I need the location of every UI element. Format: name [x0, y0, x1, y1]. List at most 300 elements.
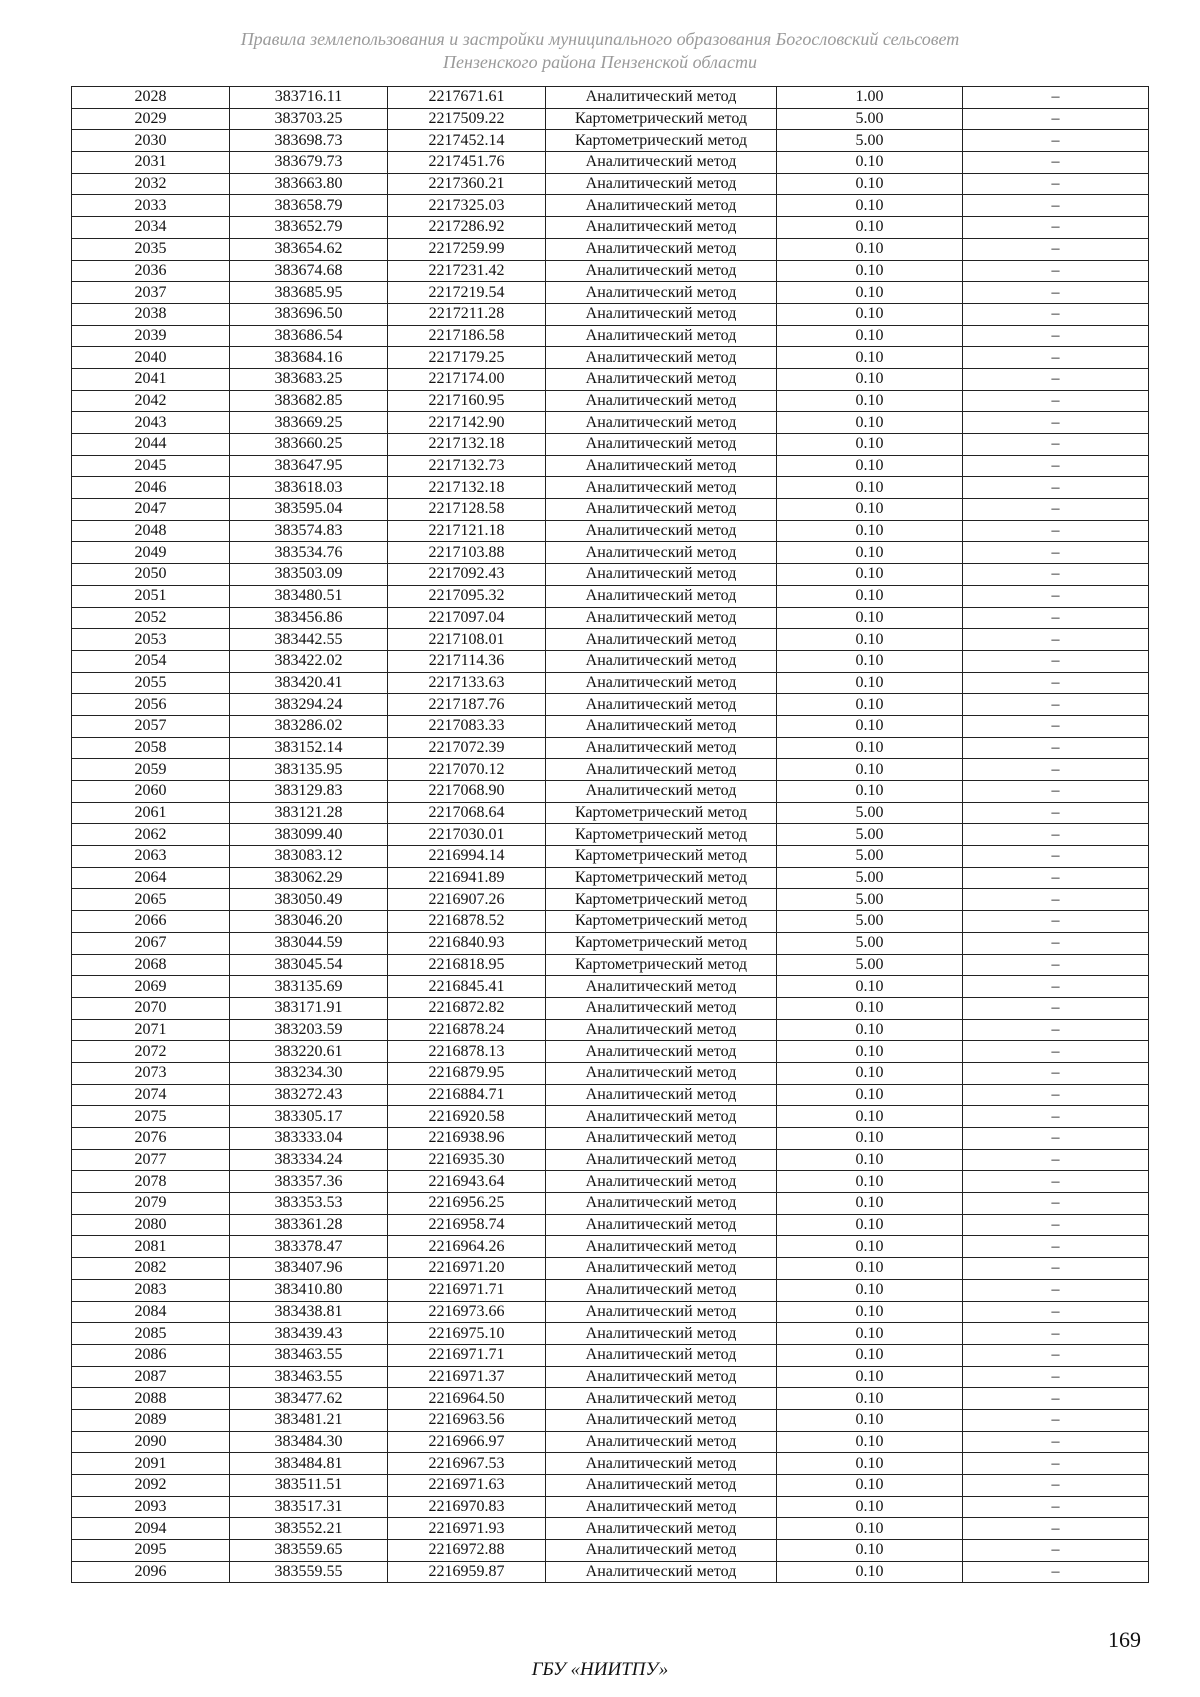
accuracy-cell: 5.00	[777, 108, 963, 130]
note-cell: –	[963, 759, 1149, 781]
accuracy-cell: 0.10	[777, 390, 963, 412]
y-coordinate-cell: 2216938.96	[388, 1128, 546, 1150]
x-coordinate-cell: 383135.95	[230, 759, 388, 781]
y-coordinate-cell: 2216920.58	[388, 1106, 546, 1128]
accuracy-cell: 5.00	[777, 867, 963, 889]
method-cell: Аналитический метод	[546, 629, 777, 651]
point-number-cell: 2033	[72, 195, 230, 217]
point-number-cell: 2056	[72, 694, 230, 716]
method-cell: Картометрический метод	[546, 108, 777, 130]
accuracy-cell: 5.00	[777, 824, 963, 846]
note-cell: –	[963, 195, 1149, 217]
y-coordinate-cell: 2216878.24	[388, 1019, 546, 1041]
y-coordinate-cell: 2216971.71	[388, 1344, 546, 1366]
table-row	[72, 520, 1149, 542]
point-number-cell: 2051	[72, 585, 230, 607]
x-coordinate-cell: 383663.80	[230, 173, 388, 195]
accuracy-cell: 0.10	[777, 455, 963, 477]
table-row	[72, 1019, 1149, 1041]
method-cell: Аналитический метод	[546, 585, 777, 607]
table-row	[72, 1366, 1149, 1388]
note-cell: –	[963, 781, 1149, 803]
note-cell: –	[963, 282, 1149, 304]
note-cell: –	[963, 260, 1149, 282]
x-coordinate-cell: 383683.25	[230, 368, 388, 390]
y-coordinate-cell: 2216907.26	[388, 889, 546, 911]
table-row	[72, 976, 1149, 998]
method-cell: Картометрический метод	[546, 954, 777, 976]
method-cell: Аналитический метод	[546, 1214, 777, 1236]
y-coordinate-cell: 2217072.39	[388, 737, 546, 759]
x-coordinate-cell: 383305.17	[230, 1106, 388, 1128]
x-coordinate-cell: 383684.16	[230, 347, 388, 369]
note-cell: –	[963, 932, 1149, 954]
note-cell: –	[963, 607, 1149, 629]
point-number-cell: 2063	[72, 846, 230, 868]
note-cell: –	[963, 1214, 1149, 1236]
y-coordinate-cell: 2216975.10	[388, 1323, 546, 1345]
method-cell: Аналитический метод	[546, 781, 777, 803]
method-cell: Аналитический метод	[546, 1041, 777, 1063]
point-number-cell: 2045	[72, 455, 230, 477]
accuracy-cell: 0.10	[777, 499, 963, 521]
point-number-cell: 2094	[72, 1518, 230, 1540]
table-row	[72, 889, 1149, 911]
point-number-cell: 2074	[72, 1084, 230, 1106]
y-coordinate-cell: 2216941.89	[388, 867, 546, 889]
table-row	[72, 368, 1149, 390]
point-number-cell: 2088	[72, 1388, 230, 1410]
y-coordinate-cell: 2216818.95	[388, 954, 546, 976]
accuracy-cell: 0.10	[777, 672, 963, 694]
x-coordinate-cell: 383333.04	[230, 1128, 388, 1150]
point-number-cell: 2066	[72, 911, 230, 933]
y-coordinate-cell: 2217452.14	[388, 130, 546, 152]
table-row	[72, 1453, 1149, 1475]
x-coordinate-cell: 383484.30	[230, 1431, 388, 1453]
x-coordinate-cell: 383716.11	[230, 87, 388, 109]
method-cell: Аналитический метод	[546, 347, 777, 369]
y-coordinate-cell: 2217121.18	[388, 520, 546, 542]
table-row	[72, 1236, 1149, 1258]
method-cell: Аналитический метод	[546, 1518, 777, 1540]
note-cell: –	[963, 672, 1149, 694]
note-cell: –	[963, 650, 1149, 672]
method-cell: Аналитический метод	[546, 87, 777, 109]
table-row	[72, 759, 1149, 781]
y-coordinate-cell: 2216973.66	[388, 1301, 546, 1323]
x-coordinate-cell: 383696.50	[230, 303, 388, 325]
method-cell: Аналитический метод	[546, 1258, 777, 1280]
point-number-cell: 2087	[72, 1366, 230, 1388]
x-coordinate-cell: 383294.24	[230, 694, 388, 716]
x-coordinate-cell: 383679.73	[230, 152, 388, 174]
y-coordinate-cell: 2217095.32	[388, 585, 546, 607]
point-number-cell: 2095	[72, 1540, 230, 1562]
note-cell: –	[963, 824, 1149, 846]
page-header	[0, 28, 1200, 74]
accuracy-cell: 0.10	[777, 434, 963, 456]
accuracy-cell: 0.10	[777, 520, 963, 542]
note-cell: –	[963, 976, 1149, 998]
method-cell: Аналитический метод	[546, 1344, 777, 1366]
y-coordinate-cell: 2217083.33	[388, 715, 546, 737]
point-number-cell: 2030	[72, 130, 230, 152]
method-cell: Аналитический метод	[546, 477, 777, 499]
point-number-cell: 2096	[72, 1561, 230, 1583]
note-cell: –	[963, 87, 1149, 109]
x-coordinate-cell: 383618.03	[230, 477, 388, 499]
note-cell: –	[963, 715, 1149, 737]
x-coordinate-cell: 383203.59	[230, 1019, 388, 1041]
point-number-cell: 2061	[72, 802, 230, 824]
accuracy-cell: 0.10	[777, 997, 963, 1019]
accuracy-cell: 0.10	[777, 1106, 963, 1128]
x-coordinate-cell: 383272.43	[230, 1084, 388, 1106]
method-cell: Аналитический метод	[546, 1323, 777, 1345]
point-number-cell: 2059	[72, 759, 230, 781]
table-row	[72, 152, 1149, 174]
x-coordinate-cell: 383652.79	[230, 217, 388, 239]
x-coordinate-cell: 383595.04	[230, 499, 388, 521]
note-cell: –	[963, 1258, 1149, 1280]
y-coordinate-cell: 2216872.82	[388, 997, 546, 1019]
method-cell: Аналитический метод	[546, 520, 777, 542]
accuracy-cell: 0.10	[777, 217, 963, 239]
method-cell: Аналитический метод	[546, 1540, 777, 1562]
point-number-cell: 2044	[72, 434, 230, 456]
table-row	[72, 802, 1149, 824]
point-number-cell: 2080	[72, 1214, 230, 1236]
table-row	[72, 672, 1149, 694]
table-row	[72, 195, 1149, 217]
table-row	[72, 130, 1149, 152]
x-coordinate-cell: 383654.62	[230, 238, 388, 260]
note-cell: –	[963, 325, 1149, 347]
note-cell: –	[963, 1236, 1149, 1258]
point-number-cell: 2064	[72, 867, 230, 889]
method-cell: Аналитический метод	[546, 260, 777, 282]
x-coordinate-cell: 383463.55	[230, 1344, 388, 1366]
note-cell: –	[963, 911, 1149, 933]
accuracy-cell: 0.10	[777, 1084, 963, 1106]
table-row	[72, 217, 1149, 239]
point-number-cell: 2052	[72, 607, 230, 629]
y-coordinate-cell: 2216884.71	[388, 1084, 546, 1106]
table-row	[72, 564, 1149, 586]
y-coordinate-cell: 2217030.01	[388, 824, 546, 846]
accuracy-cell: 0.10	[777, 1041, 963, 1063]
point-number-cell: 2075	[72, 1106, 230, 1128]
method-cell: Аналитический метод	[546, 434, 777, 456]
point-number-cell: 2057	[72, 715, 230, 737]
y-coordinate-cell: 2217451.76	[388, 152, 546, 174]
method-cell: Аналитический метод	[546, 1106, 777, 1128]
note-cell: –	[963, 1540, 1149, 1562]
table-row	[72, 173, 1149, 195]
accuracy-cell: 0.10	[777, 368, 963, 390]
accuracy-cell: 0.10	[777, 1431, 963, 1453]
note-cell: –	[963, 585, 1149, 607]
table-row	[72, 1518, 1149, 1540]
point-number-cell: 2092	[72, 1475, 230, 1497]
x-coordinate-cell: 383353.53	[230, 1193, 388, 1215]
x-coordinate-cell: 383517.31	[230, 1496, 388, 1518]
accuracy-cell: 0.10	[777, 650, 963, 672]
point-number-cell: 2040	[72, 347, 230, 369]
accuracy-cell: 0.10	[777, 1193, 963, 1215]
method-cell: Аналитический метод	[546, 759, 777, 781]
method-cell: Аналитический метод	[546, 412, 777, 434]
table-row	[72, 867, 1149, 889]
x-coordinate-cell: 383438.81	[230, 1301, 388, 1323]
accuracy-cell: 0.10	[777, 715, 963, 737]
y-coordinate-cell: 2217068.64	[388, 802, 546, 824]
y-coordinate-cell: 2216879.95	[388, 1062, 546, 1084]
point-number-cell: 2046	[72, 477, 230, 499]
note-cell: –	[963, 867, 1149, 889]
note-cell: –	[963, 130, 1149, 152]
point-number-cell: 2058	[72, 737, 230, 759]
note-cell: –	[963, 1019, 1149, 1041]
coordinates-table	[71, 86, 1149, 1583]
method-cell: Аналитический метод	[546, 1409, 777, 1431]
method-cell: Аналитический метод	[546, 238, 777, 260]
point-number-cell: 2090	[72, 1431, 230, 1453]
method-cell: Аналитический метод	[546, 152, 777, 174]
table-row	[72, 781, 1149, 803]
y-coordinate-cell: 2216956.25	[388, 1193, 546, 1215]
point-number-cell: 2029	[72, 108, 230, 130]
note-cell: –	[963, 889, 1149, 911]
method-cell: Аналитический метод	[546, 1475, 777, 1497]
point-number-cell: 2053	[72, 629, 230, 651]
y-coordinate-cell: 2217128.58	[388, 499, 546, 521]
x-coordinate-cell: 383559.65	[230, 1540, 388, 1562]
table-row	[72, 238, 1149, 260]
y-coordinate-cell: 2217108.01	[388, 629, 546, 651]
y-coordinate-cell: 2217160.95	[388, 390, 546, 412]
point-number-cell: 2034	[72, 217, 230, 239]
note-cell: –	[963, 1193, 1149, 1215]
table-row	[72, 954, 1149, 976]
table-row	[72, 108, 1149, 130]
method-cell: Аналитический метод	[546, 1171, 777, 1193]
table-row	[72, 87, 1149, 109]
method-cell: Аналитический метод	[546, 694, 777, 716]
table-row	[72, 455, 1149, 477]
accuracy-cell: 0.10	[777, 1561, 963, 1583]
point-number-cell: 2062	[72, 824, 230, 846]
point-number-cell: 2076	[72, 1128, 230, 1150]
x-coordinate-cell: 383463.55	[230, 1366, 388, 1388]
y-coordinate-cell: 2216959.87	[388, 1561, 546, 1583]
y-coordinate-cell: 2217671.61	[388, 87, 546, 109]
x-coordinate-cell: 383171.91	[230, 997, 388, 1019]
method-cell: Аналитический метод	[546, 672, 777, 694]
table-row	[72, 1431, 1149, 1453]
method-cell: Аналитический метод	[546, 607, 777, 629]
note-cell: –	[963, 802, 1149, 824]
y-coordinate-cell: 2217286.92	[388, 217, 546, 239]
method-cell: Аналитический метод	[546, 1193, 777, 1215]
accuracy-cell: 5.00	[777, 911, 963, 933]
table-row	[72, 1496, 1149, 1518]
note-cell: –	[963, 412, 1149, 434]
note-cell: –	[963, 1128, 1149, 1150]
y-coordinate-cell: 2217114.36	[388, 650, 546, 672]
x-coordinate-cell: 383685.95	[230, 282, 388, 304]
table-body	[72, 87, 1149, 1583]
x-coordinate-cell: 383703.25	[230, 108, 388, 130]
method-cell: Аналитический метод	[546, 455, 777, 477]
method-cell: Аналитический метод	[546, 217, 777, 239]
x-coordinate-cell: 383044.59	[230, 932, 388, 954]
y-coordinate-cell: 2217231.42	[388, 260, 546, 282]
x-coordinate-cell: 383422.02	[230, 650, 388, 672]
point-number-cell: 2035	[72, 238, 230, 260]
note-cell: –	[963, 499, 1149, 521]
table-row	[72, 1409, 1149, 1431]
note-cell: –	[963, 1388, 1149, 1410]
table-row	[72, 477, 1149, 499]
accuracy-cell: 0.10	[777, 152, 963, 174]
note-cell: –	[963, 434, 1149, 456]
accuracy-cell: 0.10	[777, 1475, 963, 1497]
y-coordinate-cell: 2216963.56	[388, 1409, 546, 1431]
y-coordinate-cell: 2216845.41	[388, 976, 546, 998]
method-cell: Картометрический метод	[546, 889, 777, 911]
point-number-cell: 2083	[72, 1279, 230, 1301]
table-row	[72, 997, 1149, 1019]
table-row	[72, 846, 1149, 868]
method-cell: Картометрический метод	[546, 824, 777, 846]
y-coordinate-cell: 2217219.54	[388, 282, 546, 304]
accuracy-cell: 0.10	[777, 412, 963, 434]
accuracy-cell: 0.10	[777, 1236, 963, 1258]
x-coordinate-cell: 383674.68	[230, 260, 388, 282]
y-coordinate-cell: 2217187.76	[388, 694, 546, 716]
point-number-cell: 2067	[72, 932, 230, 954]
accuracy-cell: 0.10	[777, 195, 963, 217]
x-coordinate-cell: 383410.80	[230, 1279, 388, 1301]
table-row	[72, 1149, 1149, 1171]
x-coordinate-cell: 383658.79	[230, 195, 388, 217]
accuracy-cell: 0.10	[777, 173, 963, 195]
note-cell: –	[963, 1518, 1149, 1540]
y-coordinate-cell: 2216971.20	[388, 1258, 546, 1280]
note-cell: –	[963, 390, 1149, 412]
accuracy-cell: 0.10	[777, 1518, 963, 1540]
note-cell: –	[963, 1453, 1149, 1475]
accuracy-cell: 0.10	[777, 759, 963, 781]
method-cell: Аналитический метод	[546, 195, 777, 217]
y-coordinate-cell: 2216971.71	[388, 1279, 546, 1301]
point-number-cell: 2069	[72, 976, 230, 998]
x-coordinate-cell: 383407.96	[230, 1258, 388, 1280]
accuracy-cell: 0.10	[777, 1496, 963, 1518]
method-cell: Аналитический метод	[546, 650, 777, 672]
page-footer: ГБУ «НИИТПУ»	[531, 1659, 669, 1680]
accuracy-cell: 0.10	[777, 1171, 963, 1193]
y-coordinate-cell: 2217133.63	[388, 672, 546, 694]
table-row	[72, 282, 1149, 304]
note-cell: –	[963, 1171, 1149, 1193]
method-cell: Аналитический метод	[546, 1366, 777, 1388]
method-cell: Аналитический метод	[546, 368, 777, 390]
method-cell: Картометрический метод	[546, 932, 777, 954]
y-coordinate-cell: 2217259.99	[388, 238, 546, 260]
note-cell: –	[963, 629, 1149, 651]
method-cell: Аналитический метод	[546, 499, 777, 521]
y-coordinate-cell: 2216970.83	[388, 1496, 546, 1518]
note-cell: –	[963, 737, 1149, 759]
table-row	[72, 715, 1149, 737]
table-row	[72, 1279, 1149, 1301]
y-coordinate-cell: 2216840.93	[388, 932, 546, 954]
table-row	[72, 1561, 1149, 1583]
accuracy-cell: 0.10	[777, 282, 963, 304]
x-coordinate-cell: 383503.09	[230, 564, 388, 586]
x-coordinate-cell: 383477.62	[230, 1388, 388, 1410]
accuracy-cell: 5.00	[777, 130, 963, 152]
table-row	[72, 824, 1149, 846]
note-cell: –	[963, 1366, 1149, 1388]
y-coordinate-cell: 2217103.88	[388, 542, 546, 564]
accuracy-cell: 0.10	[777, 976, 963, 998]
x-coordinate-cell: 383534.76	[230, 542, 388, 564]
note-cell: –	[963, 564, 1149, 586]
y-coordinate-cell: 2217174.00	[388, 368, 546, 390]
x-coordinate-cell: 383686.54	[230, 325, 388, 347]
table-row	[72, 1344, 1149, 1366]
accuracy-cell: 0.10	[777, 1366, 963, 1388]
header-line-1: Правила землепользования и застройки муниципального образования Богословский сельсовет	[240, 29, 960, 49]
accuracy-cell: 0.10	[777, 1128, 963, 1150]
table-row	[72, 607, 1149, 629]
point-number-cell: 2084	[72, 1301, 230, 1323]
point-number-cell: 2081	[72, 1236, 230, 1258]
accuracy-cell: 0.10	[777, 629, 963, 651]
table-row	[72, 1193, 1149, 1215]
accuracy-cell: 5.00	[777, 846, 963, 868]
note-cell: –	[963, 455, 1149, 477]
table-row	[72, 650, 1149, 672]
table-row	[72, 694, 1149, 716]
method-cell: Аналитический метод	[546, 564, 777, 586]
x-coordinate-cell: 383234.30	[230, 1062, 388, 1084]
table-row	[72, 325, 1149, 347]
note-cell: –	[963, 1041, 1149, 1063]
method-cell: Аналитический метод	[546, 1149, 777, 1171]
method-cell: Картометрический метод	[546, 130, 777, 152]
point-number-cell: 2042	[72, 390, 230, 412]
table-row	[72, 1106, 1149, 1128]
method-cell: Картометрический метод	[546, 846, 777, 868]
table-row	[72, 1475, 1149, 1497]
note-cell: –	[963, 1409, 1149, 1431]
accuracy-cell: 0.10	[777, 238, 963, 260]
x-coordinate-cell: 383439.43	[230, 1323, 388, 1345]
point-number-cell: 2050	[72, 564, 230, 586]
table-row	[72, 932, 1149, 954]
method-cell: Аналитический метод	[546, 1279, 777, 1301]
y-coordinate-cell: 2216967.53	[388, 1453, 546, 1475]
table-row	[72, 585, 1149, 607]
point-number-cell: 2079	[72, 1193, 230, 1215]
method-cell: Картометрический метод	[546, 867, 777, 889]
table-row	[72, 629, 1149, 651]
